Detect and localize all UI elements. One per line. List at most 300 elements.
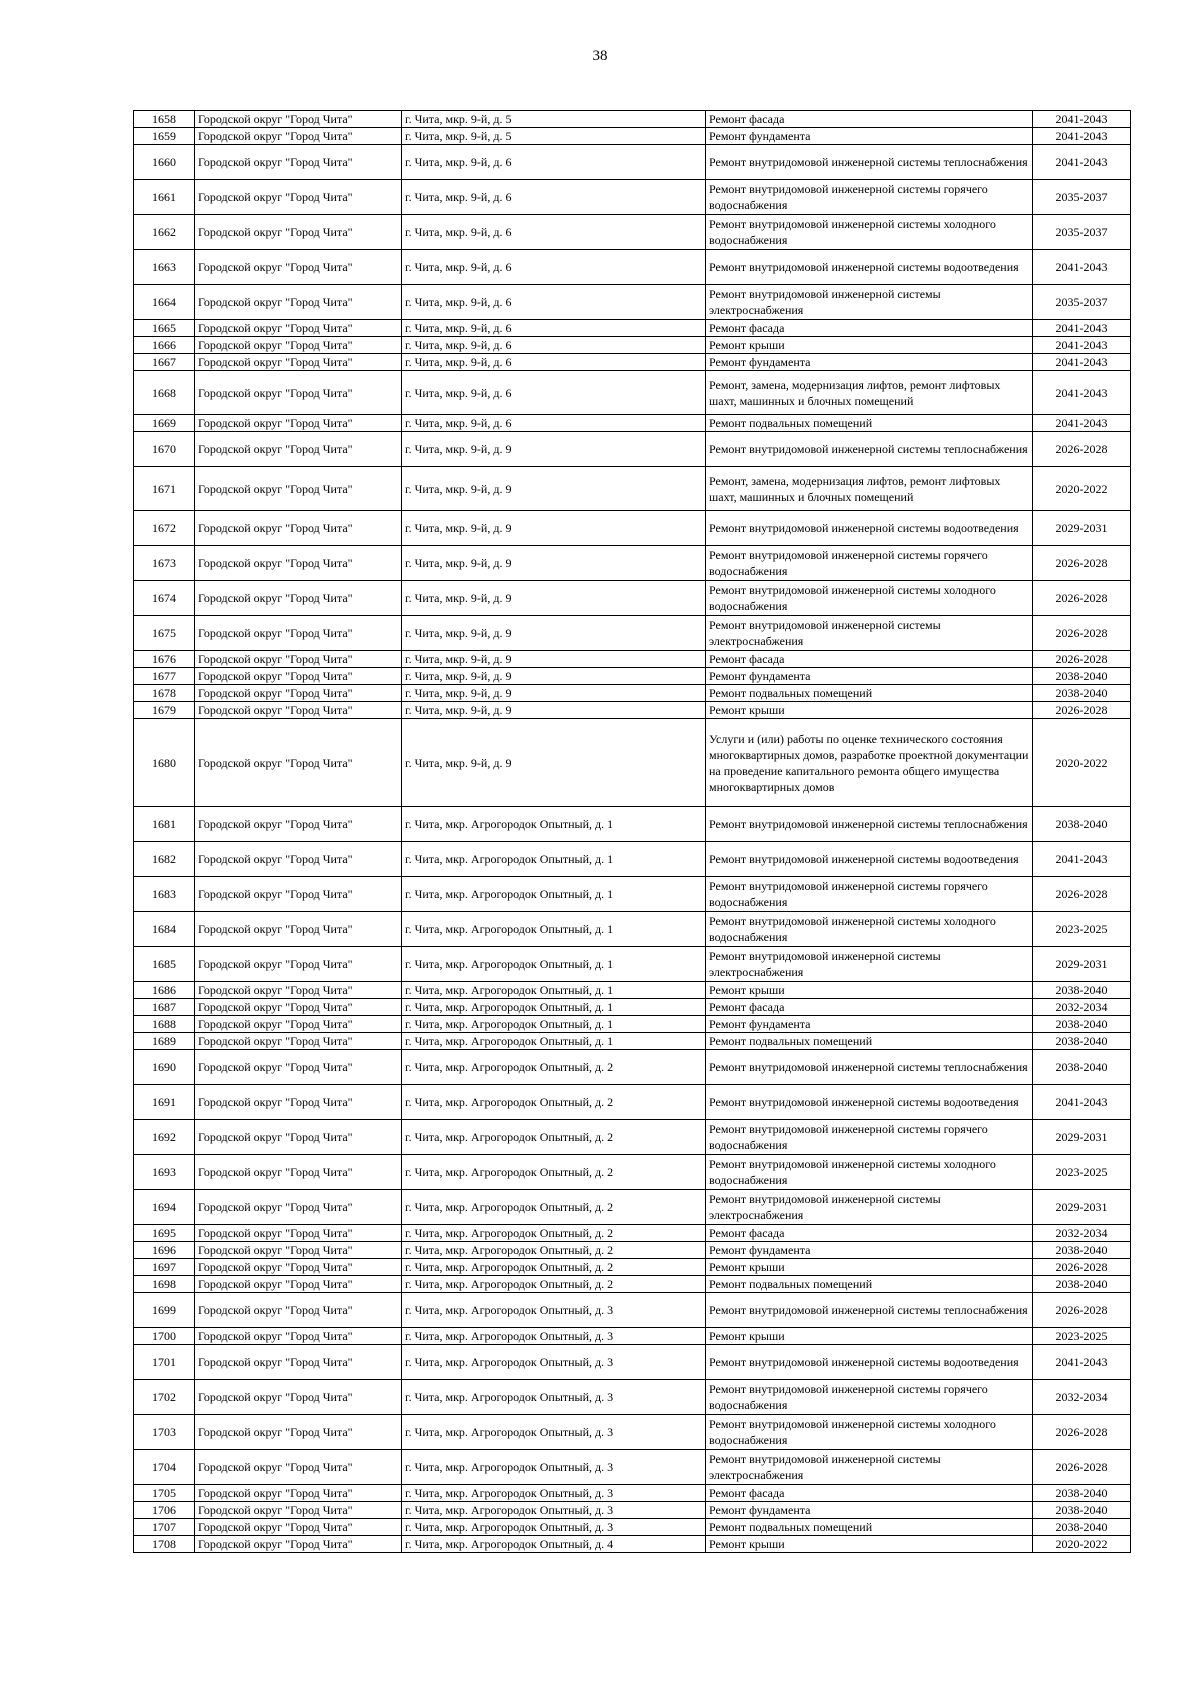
work-type-cell: Ремонт фундамента: [706, 354, 1033, 371]
municipality-cell: Городской округ "Город Чита": [195, 467, 402, 511]
row-number-cell: 1680: [134, 719, 195, 807]
row-number-cell: 1699: [134, 1293, 195, 1328]
address-cell: г. Чита, мкр. Агрогородок Опытный, д. 4: [402, 1536, 706, 1553]
period-cell: 2038-2040: [1033, 685, 1131, 702]
municipality-cell: Городской округ "Город Чита": [195, 999, 402, 1016]
address-cell: г. Чита, мкр. Агрогородок Опытный, д. 1: [402, 947, 706, 982]
period-cell: 2035-2037: [1033, 180, 1131, 215]
municipality-cell: Городской округ "Город Чита": [195, 1190, 402, 1225]
period-cell: 2029-2031: [1033, 511, 1131, 546]
municipality-cell: Городской округ "Город Чита": [195, 651, 402, 668]
address-cell: г. Чита, мкр. Агрогородок Опытный, д. 1: [402, 877, 706, 912]
table-row: [134, 215, 1131, 250]
work-type-cell: Ремонт внутридомовой инженерной системы электроснабжения: [706, 285, 1033, 320]
municipality-cell: Городской округ "Город Чита": [195, 616, 402, 651]
address-cell: г. Чита, мкр. Агрогородок Опытный, д. 1: [402, 842, 706, 877]
row-number-cell: 1698: [134, 1276, 195, 1293]
municipality-cell: Городской округ "Город Чита": [195, 320, 402, 337]
address-cell: г. Чита, мкр. Агрогородок Опытный, д. 3: [402, 1328, 706, 1345]
table-row: [134, 1276, 1131, 1293]
row-number-cell: 1669: [134, 415, 195, 432]
period-cell: 2038-2040: [1033, 1519, 1131, 1536]
work-type-cell: Ремонт внутридомовой инженерной системы водоотведения: [706, 511, 1033, 546]
period-cell: 2041-2043: [1033, 1085, 1131, 1120]
work-type-cell: Ремонт внутридомовой инженерной системы горячего водоснабжения: [706, 1120, 1033, 1155]
table-row: [134, 320, 1131, 337]
row-number-cell: 1703: [134, 1415, 195, 1450]
municipality-cell: Городской округ "Город Чита": [195, 371, 402, 415]
municipality-cell: Городской округ "Город Чита": [195, 415, 402, 432]
address-cell: г. Чита, мкр. 9-й, д. 6: [402, 145, 706, 180]
address-cell: г. Чита, мкр. 9-й, д. 6: [402, 415, 706, 432]
table-row: [134, 371, 1131, 415]
table-row: [134, 250, 1131, 285]
table-row: [134, 1155, 1131, 1190]
page-number: 38: [592, 48, 608, 64]
row-number-cell: 1686: [134, 982, 195, 999]
row-number-cell: 1676: [134, 651, 195, 668]
address-cell: г. Чита, мкр. 9-й, д. 9: [402, 511, 706, 546]
address-cell: г. Чита, мкр. Агрогородок Опытный, д. 2: [402, 1190, 706, 1225]
work-type-cell: Ремонт внутридомовой инженерной системы холодного водоснабжения: [706, 215, 1033, 250]
row-number-cell: 1688: [134, 1016, 195, 1033]
row-number-cell: 1679: [134, 702, 195, 719]
row-number-cell: 1665: [134, 320, 195, 337]
address-cell: г. Чита, мкр. 9-й, д. 6: [402, 215, 706, 250]
work-type-cell: Ремонт фасада: [706, 1485, 1033, 1502]
address-cell: г. Чита, мкр. Агрогородок Опытный, д. 2: [402, 1259, 706, 1276]
table-row: [134, 1536, 1131, 1553]
work-type-cell: Ремонт внутридомовой инженерной системы водоотведения: [706, 1085, 1033, 1120]
municipality-cell: Городской округ "Город Чита": [195, 145, 402, 180]
row-number-cell: 1673: [134, 546, 195, 581]
period-cell: 2029-2031: [1033, 1120, 1131, 1155]
row-number-cell: 1672: [134, 511, 195, 546]
table-row: [134, 807, 1131, 842]
address-cell: г. Чита, мкр. 9-й, д. 6: [402, 371, 706, 415]
municipality-cell: Городской округ "Город Чита": [195, 912, 402, 947]
period-cell: 2026-2028: [1033, 1293, 1131, 1328]
period-cell: 2041-2043: [1033, 1345, 1131, 1380]
municipality-cell: Городской округ "Город Чита": [195, 1536, 402, 1553]
table-row: [134, 1345, 1131, 1380]
address-cell: г. Чита, мкр. Агрогородок Опытный, д. 1: [402, 807, 706, 842]
table-row: [134, 1120, 1131, 1155]
table-row: [134, 719, 1131, 807]
period-cell: 2023-2025: [1033, 1328, 1131, 1345]
row-number-cell: 1697: [134, 1259, 195, 1276]
table-row: [134, 1085, 1131, 1120]
address-cell: г. Чита, мкр. Агрогородок Опытный, д. 2: [402, 1050, 706, 1085]
work-type-cell: Ремонт внутридомовой инженерной системы теплоснабжения: [706, 1050, 1033, 1085]
period-cell: 2038-2040: [1033, 668, 1131, 685]
period-cell: 2038-2040: [1033, 982, 1131, 999]
address-cell: г. Чита, мкр. Агрогородок Опытный, д. 2: [402, 1120, 706, 1155]
municipality-cell: Городской округ "Город Чита": [195, 337, 402, 354]
table-row: [134, 581, 1131, 616]
row-number-cell: 1690: [134, 1050, 195, 1085]
period-cell: 2026-2028: [1033, 1259, 1131, 1276]
table-row: [134, 1050, 1131, 1085]
row-number-cell: 1678: [134, 685, 195, 702]
municipality-cell: Городской округ "Город Чита": [195, 1155, 402, 1190]
municipality-cell: Городской округ "Город Чита": [195, 1085, 402, 1120]
period-cell: 2038-2040: [1033, 1016, 1131, 1033]
period-cell: 2041-2043: [1033, 250, 1131, 285]
table-row: [134, 337, 1131, 354]
municipality-cell: Городской округ "Город Чита": [195, 1016, 402, 1033]
municipality-cell: Городской округ "Город Чита": [195, 1415, 402, 1450]
municipality-cell: Городской округ "Город Чита": [195, 877, 402, 912]
table-row: [134, 1502, 1131, 1519]
address-cell: г. Чита, мкр. Агрогородок Опытный, д. 1: [402, 1033, 706, 1050]
municipality-cell: Городской округ "Город Чита": [195, 1259, 402, 1276]
period-cell: 2041-2043: [1033, 145, 1131, 180]
municipality-cell: Городской округ "Город Чита": [195, 1033, 402, 1050]
table-row: [134, 947, 1131, 982]
row-number-cell: 1689: [134, 1033, 195, 1050]
address-cell: г. Чита, мкр. Агрогородок Опытный, д. 3: [402, 1380, 706, 1415]
work-type-cell: Ремонт внутридомовой инженерной системы электроснабжения: [706, 1190, 1033, 1225]
period-cell: 2038-2040: [1033, 1276, 1131, 1293]
municipality-cell: Городской округ "Город Чита": [195, 1450, 402, 1485]
work-type-cell: Ремонт фундамента: [706, 1502, 1033, 1519]
work-type-cell: Ремонт фасада: [706, 651, 1033, 668]
table-row: [134, 1225, 1131, 1242]
row-number-cell: 1659: [134, 128, 195, 145]
address-cell: г. Чита, мкр. 9-й, д. 9: [402, 616, 706, 651]
work-type-cell: Ремонт фасада: [706, 111, 1033, 128]
table-row: [134, 1190, 1131, 1225]
row-number-cell: 1687: [134, 999, 195, 1016]
address-cell: г. Чита, мкр. Агрогородок Опытный, д. 3: [402, 1293, 706, 1328]
period-cell: 2038-2040: [1033, 1033, 1131, 1050]
municipality-cell: Городской округ "Город Чита": [195, 546, 402, 581]
work-type-cell: Ремонт внутридомовой инженерной системы холодного водоснабжения: [706, 1415, 1033, 1450]
table-row: [134, 354, 1131, 371]
address-cell: г. Чита, мкр. 9-й, д. 9: [402, 581, 706, 616]
row-number-cell: 1691: [134, 1085, 195, 1120]
work-type-cell: Ремонт внутридомовой инженерной системы холодного водоснабжения: [706, 912, 1033, 947]
address-cell: г. Чита, мкр. 9-й, д. 9: [402, 685, 706, 702]
municipality-cell: Городской округ "Город Чита": [195, 1050, 402, 1085]
table-row: [134, 285, 1131, 320]
address-cell: г. Чита, мкр. 9-й, д. 9: [402, 719, 706, 807]
row-number-cell: 1677: [134, 668, 195, 685]
address-cell: г. Чита, мкр. 9-й, д. 6: [402, 180, 706, 215]
address-cell: г. Чита, мкр. Агрогородок Опытный, д. 1: [402, 982, 706, 999]
row-number-cell: 1660: [134, 145, 195, 180]
row-number-cell: 1706: [134, 1502, 195, 1519]
municipality-cell: Городской округ "Город Чита": [195, 807, 402, 842]
work-type-cell: Услуги и (или) работы по оценке технического состояния многоквартирных домов, разработке проектной документации на проведение капитального ремонта общего имущества многоквартирных домов: [706, 719, 1033, 807]
address-cell: г. Чита, мкр. 9-й, д. 9: [402, 651, 706, 668]
period-cell: 2038-2040: [1033, 1050, 1131, 1085]
period-cell: 2026-2028: [1033, 1450, 1131, 1485]
period-cell: 2020-2022: [1033, 1536, 1131, 1553]
work-type-cell: Ремонт внутридомовой инженерной системы водоотведения: [706, 1345, 1033, 1380]
work-type-cell: Ремонт крыши: [706, 1536, 1033, 1553]
work-type-cell: Ремонт фасада: [706, 320, 1033, 337]
table-row: [134, 982, 1131, 999]
table-row: [134, 467, 1131, 511]
municipality-cell: Городской округ "Город Чита": [195, 111, 402, 128]
period-cell: 2041-2043: [1033, 842, 1131, 877]
municipality-cell: Городской округ "Город Чита": [195, 668, 402, 685]
row-number-cell: 1705: [134, 1485, 195, 1502]
table-row: [134, 111, 1131, 128]
work-type-cell: Ремонт внутридомовой инженерной системы водоотведения: [706, 250, 1033, 285]
address-cell: г. Чита, мкр. Агрогородок Опытный, д. 1: [402, 1016, 706, 1033]
work-type-cell: Ремонт фундамента: [706, 1016, 1033, 1033]
row-number-cell: 1668: [134, 371, 195, 415]
row-number-cell: 1702: [134, 1380, 195, 1415]
row-number-cell: 1681: [134, 807, 195, 842]
address-cell: г. Чита, мкр. 9-й, д. 9: [402, 702, 706, 719]
table-row: [134, 546, 1131, 581]
municipality-cell: Городской округ "Город Чита": [195, 432, 402, 467]
table-row: [134, 1485, 1131, 1502]
period-cell: 2041-2043: [1033, 320, 1131, 337]
period-cell: 2041-2043: [1033, 354, 1131, 371]
period-cell: 2038-2040: [1033, 1242, 1131, 1259]
row-number-cell: 1666: [134, 337, 195, 354]
period-cell: 2041-2043: [1033, 415, 1131, 432]
table-row: [134, 1033, 1131, 1050]
table-row: [134, 685, 1131, 702]
address-cell: г. Чита, мкр. 9-й, д. 6: [402, 337, 706, 354]
period-cell: 2026-2028: [1033, 1415, 1131, 1450]
work-type-cell: Ремонт внутридомовой инженерной системы горячего водоснабжения: [706, 877, 1033, 912]
address-cell: г. Чита, мкр. 9-й, д. 6: [402, 320, 706, 337]
address-cell: г. Чита, мкр. Агрогородок Опытный, д. 1: [402, 999, 706, 1016]
address-cell: г. Чита, мкр. Агрогородок Опытный, д. 3: [402, 1519, 706, 1536]
period-cell: 2026-2028: [1033, 432, 1131, 467]
work-type-cell: Ремонт внутридомовой инженерной системы теплоснабжения: [706, 1293, 1033, 1328]
period-cell: 2032-2034: [1033, 1380, 1131, 1415]
period-cell: 2026-2028: [1033, 702, 1131, 719]
period-cell: 2026-2028: [1033, 651, 1131, 668]
address-cell: г. Чита, мкр. Агрогородок Опытный, д. 3: [402, 1502, 706, 1519]
row-number-cell: 1704: [134, 1450, 195, 1485]
municipality-cell: Городской округ "Город Чита": [195, 128, 402, 145]
work-type-cell: Ремонт внутридомовой инженерной системы теплоснабжения: [706, 145, 1033, 180]
row-number-cell: 1695: [134, 1225, 195, 1242]
municipality-cell: Городской округ "Город Чита": [195, 1345, 402, 1380]
period-cell: 2032-2034: [1033, 999, 1131, 1016]
table-row: [134, 1259, 1131, 1276]
address-cell: г. Чита, мкр. Агрогородок Опытный, д. 1: [402, 912, 706, 947]
period-cell: 2029-2031: [1033, 1190, 1131, 1225]
work-type-cell: Ремонт внутридомовой инженерной системы теплоснабжения: [706, 432, 1033, 467]
work-type-cell: Ремонт фундамента: [706, 668, 1033, 685]
address-cell: г. Чита, мкр. Агрогородок Опытный, д. 2: [402, 1085, 706, 1120]
municipality-cell: Городской округ "Город Чита": [195, 180, 402, 215]
address-cell: г. Чита, мкр. 9-й, д. 9: [402, 668, 706, 685]
table-row: [134, 415, 1131, 432]
work-type-cell: Ремонт внутридомовой инженерной системы горячего водоснабжения: [706, 546, 1033, 581]
address-cell: г. Чита, мкр. 9-й, д. 5: [402, 128, 706, 145]
row-number-cell: 1708: [134, 1536, 195, 1553]
work-type-cell: Ремонт внутридомовой инженерной системы теплоснабжения: [706, 807, 1033, 842]
row-number-cell: 1684: [134, 912, 195, 947]
municipality-cell: Городской округ "Город Чита": [195, 1225, 402, 1242]
table-row: [134, 145, 1131, 180]
row-number-cell: 1693: [134, 1155, 195, 1190]
municipality-cell: Городской округ "Город Чита": [195, 1120, 402, 1155]
address-cell: г. Чита, мкр. Агрогородок Опытный, д. 3: [402, 1485, 706, 1502]
table-row: [134, 1519, 1131, 1536]
row-number-cell: 1664: [134, 285, 195, 320]
table-row: [134, 1450, 1131, 1485]
table-row: [134, 1242, 1131, 1259]
work-type-cell: Ремонт, замена, модернизация лифтов, ремонт лифтовых шахт, машинных и блочных помещений: [706, 371, 1033, 415]
table-row: [134, 842, 1131, 877]
work-type-cell: Ремонт подвальных помещений: [706, 1519, 1033, 1536]
municipality-cell: Городской округ "Город Чита": [195, 1293, 402, 1328]
work-type-cell: Ремонт внутридомовой инженерной системы холодного водоснабжения: [706, 581, 1033, 616]
table-row: [134, 511, 1131, 546]
table-row: [134, 1415, 1131, 1450]
period-cell: 2026-2028: [1033, 616, 1131, 651]
row-number-cell: 1682: [134, 842, 195, 877]
address-cell: г. Чита, мкр. 9-й, д. 6: [402, 285, 706, 320]
table-row: [134, 1016, 1131, 1033]
municipality-cell: Городской округ "Город Чита": [195, 1242, 402, 1259]
row-number-cell: 1674: [134, 581, 195, 616]
table-row: [134, 432, 1131, 467]
municipality-cell: Городской округ "Город Чита": [195, 719, 402, 807]
row-number-cell: 1667: [134, 354, 195, 371]
period-cell: 2038-2040: [1033, 1502, 1131, 1519]
period-cell: 2026-2028: [1033, 546, 1131, 581]
municipality-cell: Городской округ "Город Чита": [195, 1519, 402, 1536]
municipality-cell: Городской округ "Город Чита": [195, 1485, 402, 1502]
work-type-cell: Ремонт подвальных помещений: [706, 1276, 1033, 1293]
row-number-cell: 1663: [134, 250, 195, 285]
period-cell: 2032-2034: [1033, 1225, 1131, 1242]
work-type-cell: Ремонт внутридомовой инженерной системы горячего водоснабжения: [706, 1380, 1033, 1415]
period-cell: 2035-2037: [1033, 215, 1131, 250]
period-cell: 2026-2028: [1033, 877, 1131, 912]
address-cell: г. Чита, мкр. 9-й, д. 9: [402, 467, 706, 511]
period-cell: 2041-2043: [1033, 128, 1131, 145]
work-type-cell: Ремонт подвальных помещений: [706, 685, 1033, 702]
table-row: [134, 668, 1131, 685]
row-number-cell: 1694: [134, 1190, 195, 1225]
municipality-cell: Городской округ "Город Чита": [195, 1328, 402, 1345]
row-number-cell: 1658: [134, 111, 195, 128]
row-number-cell: 1675: [134, 616, 195, 651]
table-row: [134, 999, 1131, 1016]
row-number-cell: 1685: [134, 947, 195, 982]
work-type-cell: Ремонт крыши: [706, 702, 1033, 719]
municipality-cell: Городской округ "Город Чита": [195, 1380, 402, 1415]
municipality-cell: Городской округ "Город Чита": [195, 947, 402, 982]
period-cell: 2029-2031: [1033, 947, 1131, 982]
work-type-cell: Ремонт внутридомовой инженерной системы горячего водоснабжения: [706, 180, 1033, 215]
period-cell: 2020-2022: [1033, 719, 1131, 807]
period-cell: 2038-2040: [1033, 1485, 1131, 1502]
work-type-cell: Ремонт фундамента: [706, 1242, 1033, 1259]
row-number-cell: 1662: [134, 215, 195, 250]
row-number-cell: 1692: [134, 1120, 195, 1155]
work-type-cell: Ремонт подвальных помещений: [706, 1033, 1033, 1050]
municipality-cell: Городской округ "Город Чита": [195, 285, 402, 320]
row-number-cell: 1671: [134, 467, 195, 511]
work-type-cell: Ремонт крыши: [706, 982, 1033, 999]
municipality-cell: Городской округ "Город Чита": [195, 1276, 402, 1293]
address-cell: г. Чита, мкр. Агрогородок Опытный, д. 3: [402, 1415, 706, 1450]
row-number-cell: 1707: [134, 1519, 195, 1536]
row-number-cell: 1701: [134, 1345, 195, 1380]
period-cell: 2020-2022: [1033, 467, 1131, 511]
municipality-cell: Городской округ "Город Чита": [195, 511, 402, 546]
municipality-cell: Городской округ "Город Чита": [195, 982, 402, 999]
address-cell: г. Чита, мкр. Агрогородок Опытный, д. 2: [402, 1155, 706, 1190]
period-cell: 2023-2025: [1033, 1155, 1131, 1190]
work-type-cell: Ремонт крыши: [706, 337, 1033, 354]
work-type-cell: Ремонт крыши: [706, 1259, 1033, 1276]
table-row: [134, 877, 1131, 912]
table-row: [134, 702, 1131, 719]
table-row: [134, 180, 1131, 215]
row-number-cell: 1683: [134, 877, 195, 912]
work-type-cell: Ремонт, замена, модернизация лифтов, ремонт лифтовых шахт, машинных и блочных помещений: [706, 467, 1033, 511]
table-row: [134, 1380, 1131, 1415]
work-type-cell: Ремонт внутридомовой инженерной системы электроснабжения: [706, 616, 1033, 651]
work-type-cell: Ремонт крыши: [706, 1328, 1033, 1345]
municipality-cell: Городской округ "Город Чита": [195, 215, 402, 250]
work-type-cell: Ремонт внутридомовой инженерной системы холодного водоснабжения: [706, 1155, 1033, 1190]
table-row: [134, 616, 1131, 651]
table-row: [134, 128, 1131, 145]
municipality-cell: Городской округ "Город Чита": [195, 250, 402, 285]
work-type-cell: Ремонт внутридомовой инженерной системы электроснабжения: [706, 947, 1033, 982]
municipality-cell: Городской округ "Город Чита": [195, 702, 402, 719]
municipality-cell: Городской округ "Город Чита": [195, 1502, 402, 1519]
row-number-cell: 1696: [134, 1242, 195, 1259]
work-type-cell: Ремонт фасада: [706, 1225, 1033, 1242]
municipality-cell: Городской округ "Город Чита": [195, 685, 402, 702]
work-type-cell: Ремонт фасада: [706, 999, 1033, 1016]
address-cell: г. Чита, мкр. Агрогородок Опытный, д. 2: [402, 1276, 706, 1293]
address-cell: г. Чита, мкр. 9-й, д. 6: [402, 354, 706, 371]
work-type-cell: Ремонт фундамента: [706, 128, 1033, 145]
row-number-cell: 1661: [134, 180, 195, 215]
address-cell: г. Чита, мкр. Агрогородок Опытный, д. 3: [402, 1345, 706, 1380]
work-type-cell: Ремонт подвальных помещений: [706, 415, 1033, 432]
period-cell: 2035-2037: [1033, 285, 1131, 320]
table-row: [134, 1293, 1131, 1328]
address-cell: г. Чита, мкр. 9-й, д. 6: [402, 250, 706, 285]
address-cell: г. Чита, мкр. 9-й, д. 9: [402, 546, 706, 581]
period-cell: 2041-2043: [1033, 111, 1131, 128]
address-cell: г. Чита, мкр. Агрогородок Опытный, д. 2: [402, 1242, 706, 1259]
table-row: [134, 1328, 1131, 1345]
period-cell: 2038-2040: [1033, 807, 1131, 842]
address-cell: г. Чита, мкр. Агрогородок Опытный, д. 2: [402, 1225, 706, 1242]
period-cell: 2026-2028: [1033, 581, 1131, 616]
row-number-cell: 1700: [134, 1328, 195, 1345]
repair-schedule-table: [133, 110, 1131, 1553]
work-type-cell: Ремонт внутридомовой инженерной системы электроснабжения: [706, 1450, 1033, 1485]
work-type-cell: Ремонт внутридомовой инженерной системы водоотведения: [706, 842, 1033, 877]
row-number-cell: 1670: [134, 432, 195, 467]
municipality-cell: Городской округ "Город Чита": [195, 354, 402, 371]
address-cell: г. Чита, мкр. 9-й, д. 5: [402, 111, 706, 128]
table-row: [134, 651, 1131, 668]
